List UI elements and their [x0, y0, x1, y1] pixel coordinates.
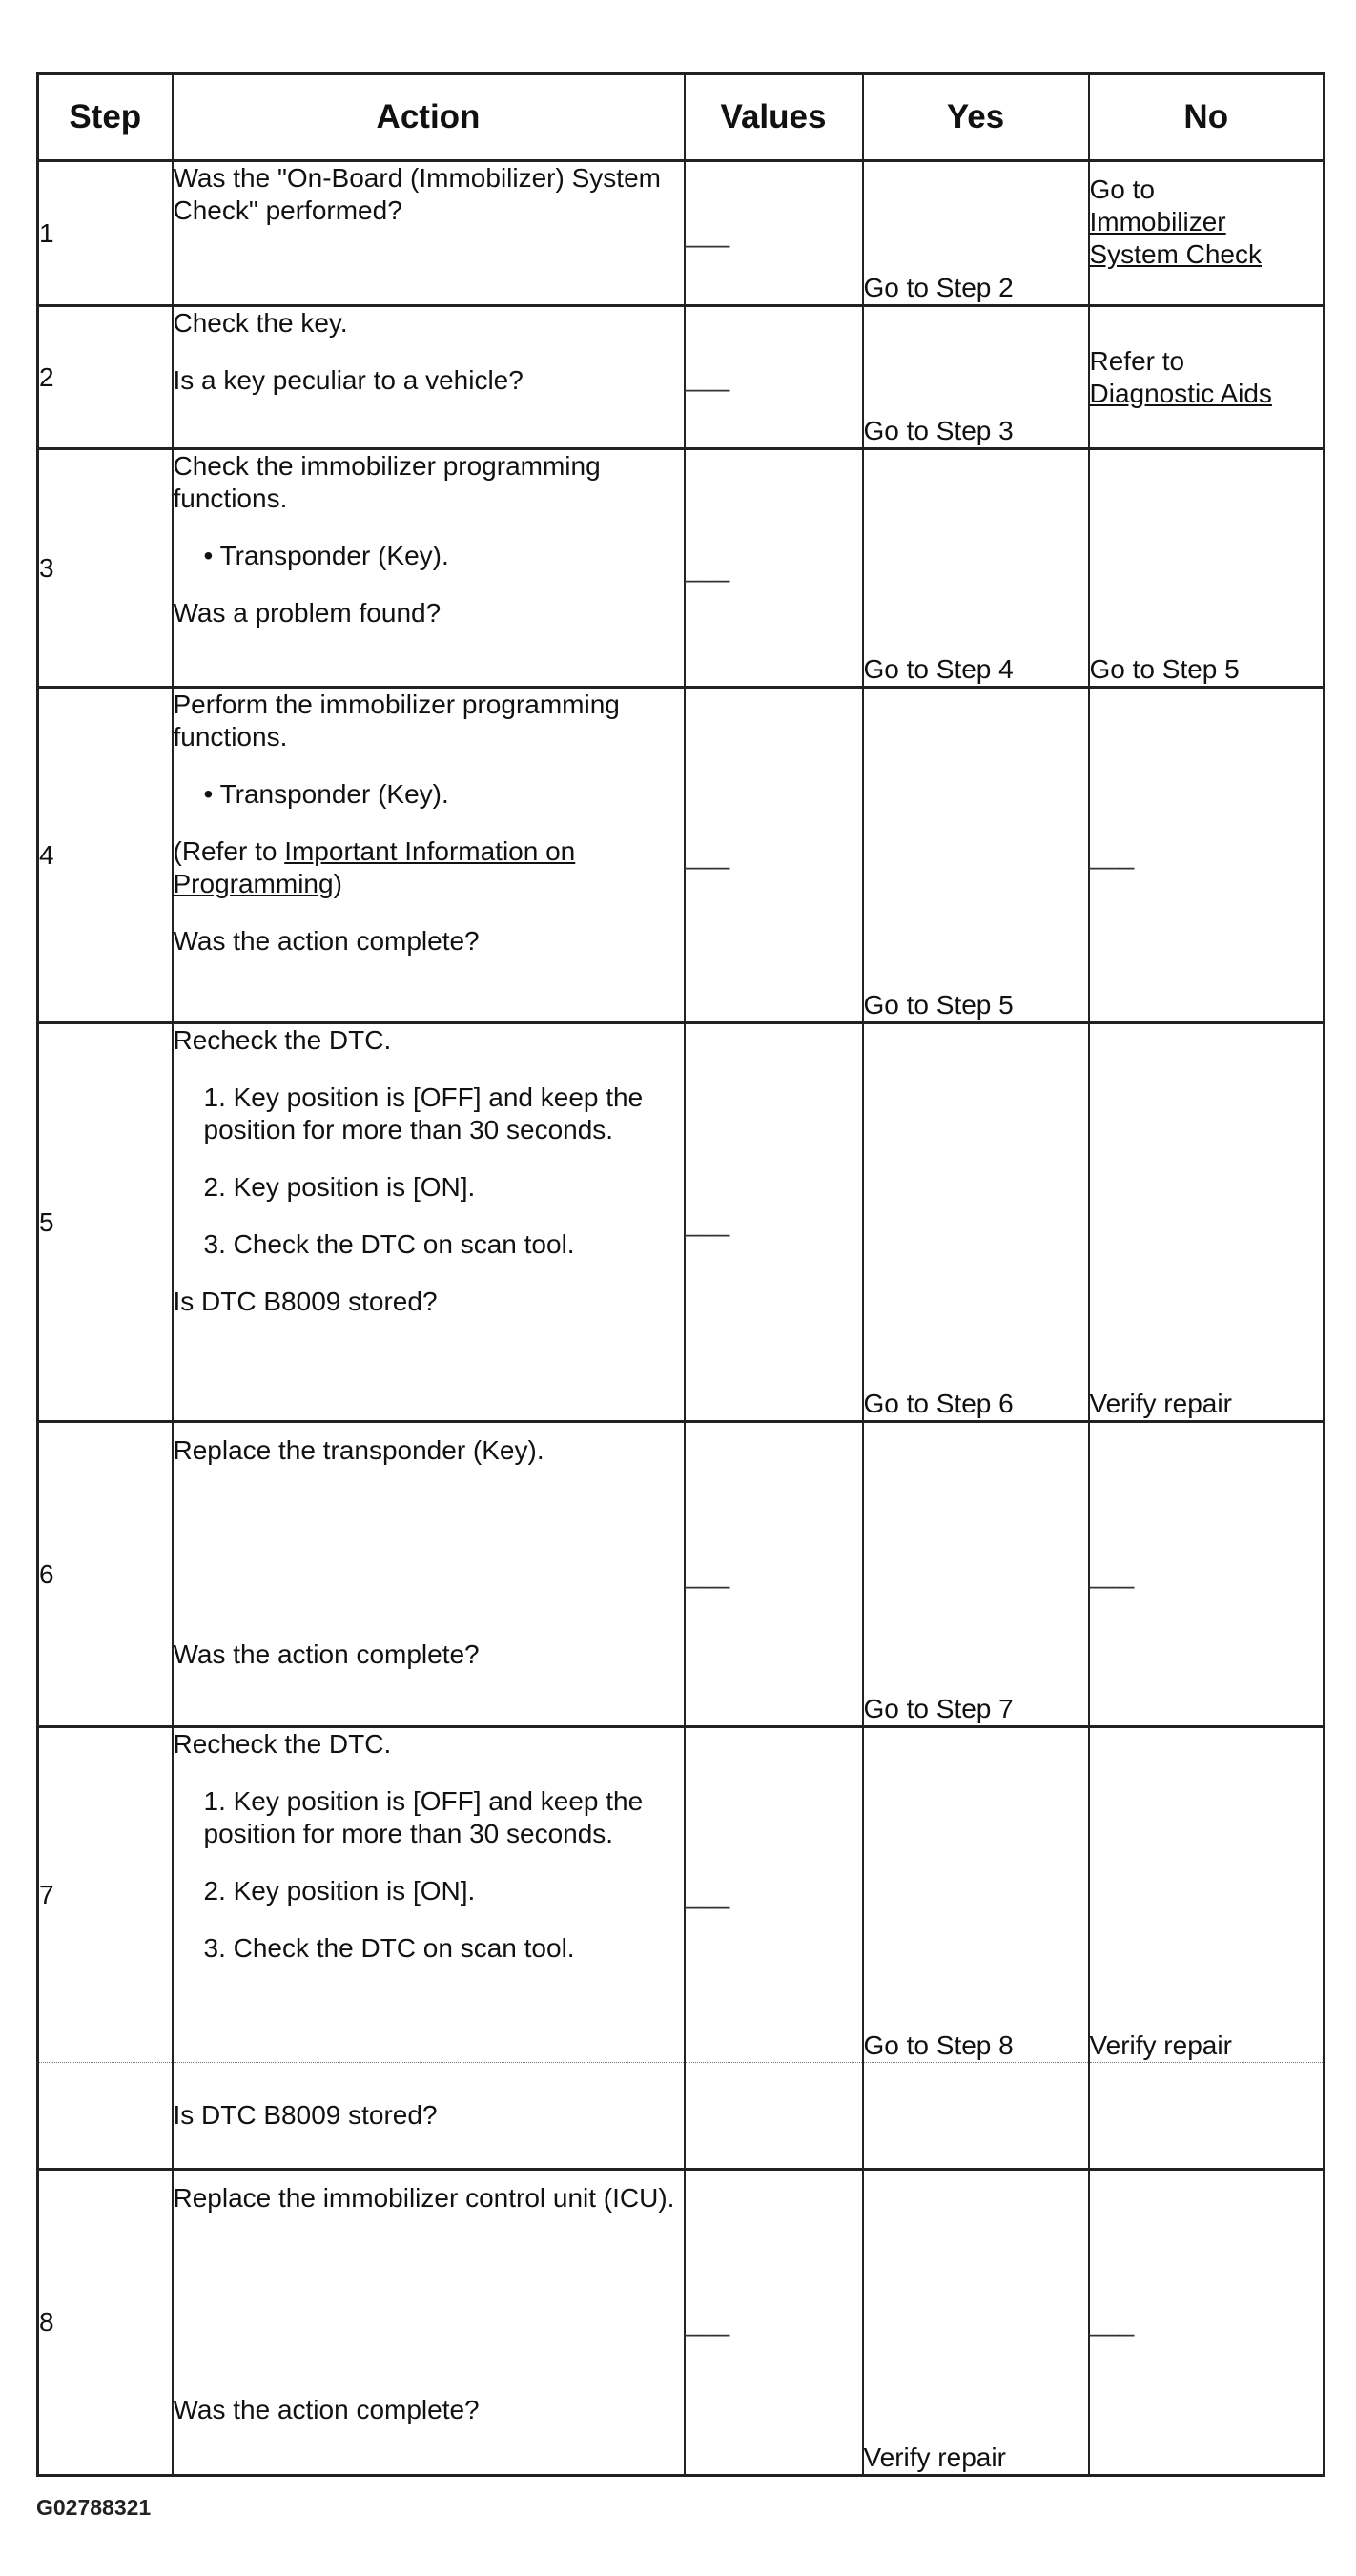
no-cell-empty — [1089, 2063, 1325, 2170]
table-row — [38, 1727, 1325, 2063]
table-row — [38, 688, 1325, 1023]
header-step: Step — [38, 74, 173, 161]
action-question: Was the action complete? — [173, 926, 480, 956]
empty-value-dash: ___ — [685, 2307, 730, 2337]
values-cell — [685, 449, 863, 688]
action-text: Recheck the DTC. — [173, 1729, 392, 1759]
header-row — [38, 74, 1325, 161]
table-row — [38, 1422, 1325, 1727]
no-prefix: Refer to — [1089, 345, 1185, 376]
table-row — [38, 161, 1325, 306]
no-cell: Verify repair — [1089, 1389, 1232, 1418]
values-cell — [685, 1023, 863, 1422]
action-cell — [173, 449, 685, 688]
ref-prefix: (Refer to — [173, 836, 285, 866]
empty-value-dash: ___ — [685, 552, 730, 583]
action-question: Is DTC B8009 stored? — [173, 2100, 438, 2130]
empty-value-dash: ___ — [1089, 1558, 1135, 1589]
table-row — [38, 2170, 1325, 2476]
action-text: Replace the transponder (Key). — [173, 1435, 544, 1465]
action-question: Was the action complete? — [173, 1639, 480, 1669]
diagnostic-table — [36, 72, 1325, 2477]
action-question: Is a key peculiar to a vehicle? — [173, 365, 524, 395]
yes-cell: Go to Step 8 — [863, 1727, 1089, 2063]
empty-value-dash: ___ — [1089, 2307, 1135, 2337]
no-cell — [1089, 1422, 1325, 1727]
values-cell — [685, 161, 863, 306]
no-cell: Go to Step 5 — [1089, 654, 1240, 684]
step-number: 2 — [38, 306, 173, 449]
action-text: Recheck the DTC. — [173, 1025, 392, 1055]
header-values: Values — [685, 74, 863, 161]
action-question: Is DTC B8009 stored? — [173, 1287, 438, 1316]
action-text: Check the immobilizer programming functions. — [173, 451, 601, 513]
bullet-item: • Transponder (Key). — [203, 779, 449, 809]
action-cell — [173, 2063, 685, 2170]
yes-cell: Go to Step 3 — [863, 306, 1089, 449]
yes-cell: Go to Step 5 — [863, 688, 1089, 1023]
action-cell — [173, 1727, 685, 2063]
action-text: Replace the immobilizer control unit (ICU). — [173, 2183, 675, 2213]
values-cell — [685, 306, 863, 449]
yes-cell-empty — [863, 2063, 1089, 2170]
numbered-item: 3. Check the DTC on scan tool. — [203, 1229, 575, 1259]
numbered-item: 3. Check the DTC on scan tool. — [203, 1933, 575, 1963]
no-cell — [1089, 161, 1325, 306]
numbered-item: 1. Key position is [OFF] and keep the position for more than 30 seconds. — [203, 1082, 644, 1144]
action-text: Perform the immobilizer programming functions. — [173, 690, 620, 752]
values-cell — [685, 1727, 863, 2063]
bullet-item: • Transponder (Key). — [203, 541, 449, 570]
step-number: 5 — [38, 1023, 173, 1422]
diagnostic-aids-link[interactable]: Diagnostic Aids — [1089, 378, 1272, 408]
table-row — [38, 306, 1325, 449]
values-cell — [685, 688, 863, 1023]
table-row-continuation — [38, 2063, 1325, 2170]
table-row — [38, 1023, 1325, 1422]
action-question: Was a problem found? — [173, 598, 442, 628]
empty-value-dash: ___ — [1089, 839, 1135, 870]
values-cell-empty — [685, 2063, 863, 2170]
figure-id: G02788321 — [36, 2495, 152, 2520]
action-question: Was the action complete? — [173, 2395, 480, 2424]
empty-value-dash: ___ — [685, 839, 730, 870]
no-cell — [1089, 306, 1325, 449]
no-prefix: Go to — [1089, 175, 1155, 204]
step-number: 4 — [38, 688, 173, 1023]
yes-cell: Go to Step 7 — [863, 1422, 1089, 1727]
immobilizer-system-check-link[interactable]: Immobilizer System Check — [1089, 207, 1262, 269]
no-cell — [1089, 688, 1325, 1023]
step-number: 1 — [38, 161, 173, 306]
reference-note — [174, 835, 684, 900]
bullet-text: Transponder (Key). — [219, 779, 449, 809]
step-number: 3 — [38, 449, 173, 688]
action-cell — [173, 161, 685, 306]
no-cell: Verify repair — [1089, 2030, 1232, 2060]
empty-value-dash: ___ — [685, 361, 730, 392]
values-cell — [685, 2170, 863, 2476]
step-number-empty — [38, 2063, 173, 2170]
important-information-link[interactable]: Important Information on Programming — [173, 836, 576, 898]
yes-cell: Go to Step 6 — [863, 1023, 1089, 1422]
action-text: Check the key. — [173, 308, 348, 338]
empty-value-dash: ___ — [685, 1558, 730, 1589]
empty-value-dash: ___ — [685, 1880, 730, 1909]
header-action: Action — [173, 74, 685, 161]
action-cell — [173, 688, 685, 1023]
header-no: No — [1089, 74, 1325, 161]
ref-suffix: ) — [333, 869, 342, 898]
action-cell — [173, 2170, 685, 2476]
values-cell — [685, 1422, 863, 1727]
action-cell — [173, 1023, 685, 1422]
no-cell — [1089, 2170, 1325, 2476]
bullet-text: Transponder (Key). — [219, 541, 449, 570]
header-yes: Yes — [863, 74, 1089, 161]
yes-cell: Go to Step 4 — [863, 449, 1089, 688]
action-text: Was the "On-Board (Immobilizer) System Check" performed? — [173, 163, 661, 225]
table-row — [38, 449, 1325, 688]
action-cell — [173, 306, 685, 449]
numbered-item: 1. Key position is [OFF] and keep the position for more than 30 seconds. — [203, 1786, 644, 1848]
step-number: 7 — [38, 1727, 173, 2063]
yes-cell: Go to Step 2 — [863, 161, 1089, 306]
empty-value-dash: ___ — [685, 1206, 730, 1237]
diagnostic-table-container — [36, 72, 1323, 2477]
yes-cell: Verify repair — [863, 2170, 1089, 2476]
action-cell — [173, 1422, 685, 1727]
empty-value-dash: ___ — [685, 217, 730, 248]
step-number: 6 — [38, 1422, 173, 1727]
numbered-item: 2. Key position is [ON]. — [203, 1172, 476, 1202]
step-number: 8 — [38, 2170, 173, 2476]
numbered-item: 2. Key position is [ON]. — [203, 1876, 476, 1906]
